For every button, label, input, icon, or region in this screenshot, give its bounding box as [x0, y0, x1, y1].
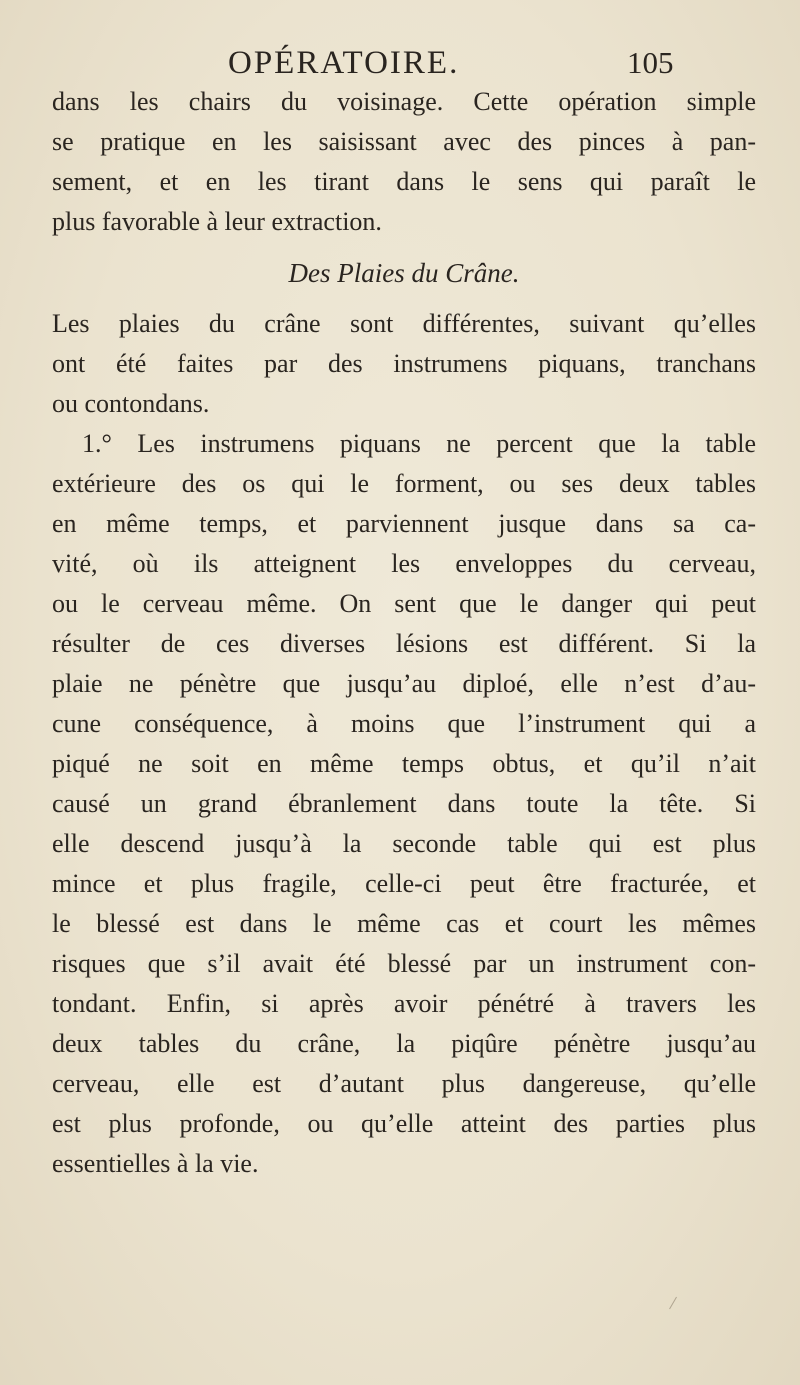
text-line: en même temps, et parviennent jusque dans sa ca-	[52, 509, 756, 538]
text-line: extérieure des os qui le forment, ou ses deux tables	[52, 469, 756, 498]
text-line: risques que s’il avait été blessé par un instrument con-	[52, 949, 756, 978]
text-line: résulter de ces diverses lésions est différent. Si la	[52, 629, 756, 658]
text-line: ont été faites par des instrumens piquans, tranchans	[52, 349, 756, 378]
page-number: 105	[627, 45, 674, 80]
text-line: essentielles à la vie.	[52, 1149, 259, 1178]
body-text	[52, 82, 756, 1184]
text-line: Les plaies du crâne sont différentes, suivant qu’elles	[52, 309, 756, 338]
text-line: piqué ne soit en même temps obtus, et qu’il n’ait	[52, 749, 756, 778]
text-line: est plus profonde, ou qu’elle atteint des parties plus	[52, 1109, 756, 1138]
text-line: sement, et en les tirant dans le sens qui paraît le	[52, 167, 756, 196]
text-line: 1.° Les instrumens piquans ne percent que la table	[82, 429, 756, 458]
text-line: dans les chairs du voisinage. Cette opération simple	[52, 87, 756, 116]
text-line: cerveau, elle est d’autant plus dangereuse, qu’elle	[52, 1069, 756, 1098]
text-line: mince et plus fragile, celle-ci peut être fracturée, et	[52, 869, 756, 898]
text-line: elle descend jusqu’à la seconde table qui est plus	[52, 829, 756, 858]
running-head: OPÉRATOIRE.	[228, 45, 460, 81]
text-line: tondant. Enfin, si après avoir pénétré à travers les	[52, 989, 756, 1018]
text-line: causé un grand ébranlement dans toute la tête. Si	[52, 789, 756, 818]
text-line: vité, où ils atteignent les enveloppes du cerveau,	[52, 549, 756, 578]
text-line: plaie ne pénètre que jusqu’au diploé, elle n’est d’au-	[52, 669, 756, 698]
text-line: se pratique en les saisissant avec des pinces à pan-	[52, 127, 756, 156]
text-line: ou contondans.	[52, 389, 210, 418]
page-header	[0, 38, 800, 88]
text-line: plus favorable à leur extraction.	[52, 207, 382, 236]
ink-mark	[669, 1297, 684, 1314]
text-line: ou le cerveau même. On sent que le danger qui peut	[52, 589, 756, 618]
text-line: deux tables du crâne, la piqûre pénètre jusqu’au	[52, 1029, 756, 1058]
section-heading: Des Plaies du Crâne.	[288, 258, 520, 288]
text-line: cune conséquence, à moins que l’instrument qui a	[52, 709, 756, 738]
text-line: le blessé est dans le même cas et court les mêmes	[52, 909, 756, 938]
